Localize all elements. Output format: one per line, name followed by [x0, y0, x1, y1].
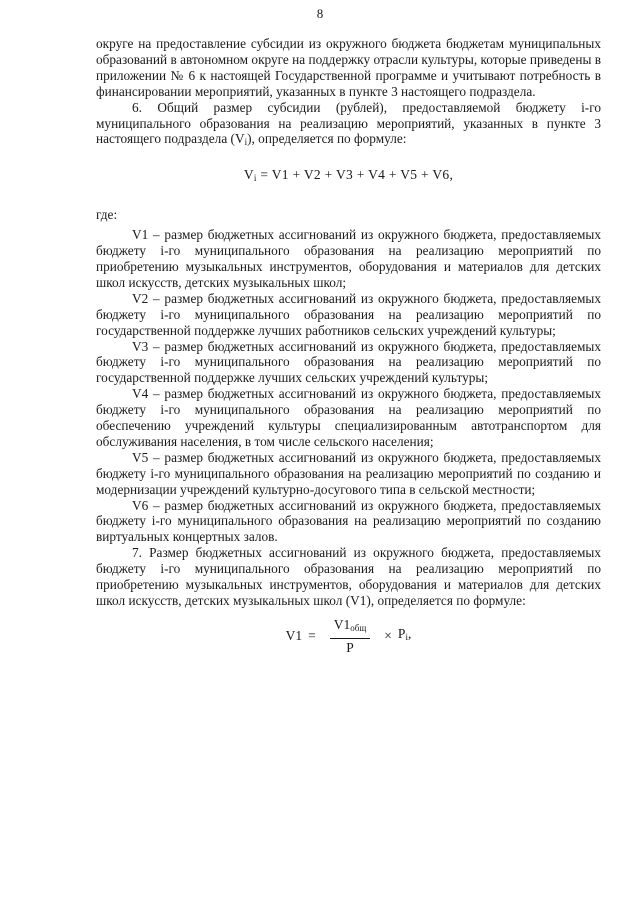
document-body: [96, 36, 601, 656]
formula-rhs: = V1 + V2 + V3 + V4 + V5 + V6,: [256, 167, 454, 183]
formula-total-subsidy: [96, 167, 601, 187]
rhs-tail: ,: [407, 626, 412, 642]
numerator-main: V1: [333, 616, 351, 632]
paragraph-6-text: 6. Общий размер субсидии (рублей), предоставляемой бюджету i-го муниципального образования на реализацию мероприятий, указанных в пункте 3 настоящего подраздела (V: [96, 99, 601, 147]
rhs-main: P: [397, 626, 406, 642]
definition-v3: V3 – размер бюджетных ассигнований из окружного бюджета, предоставляемых бюджету i-го муниципального образования на реализацию мероприятий по государственной поддержке лучших сельских учреждений культуры;: [96, 338, 601, 386]
formula-v1-lhs: V1: [285, 628, 303, 644]
where-label: где:: [96, 207, 118, 223]
paragraph-continuation: округе на предоставление субсидии из окружного бюджета бюджетам муниципальных образований в автономном округе на поддержку отрасли культуры, которые приведены в приложении № 6 к настоящей Государственной программе и учитывают потребность в финансировании мероприятий, указанных в пункте 3 настоящего подраздела.: [96, 36, 601, 99]
definition-v1: V1 – размер бюджетных ассигнований из окружного бюджета, предоставляемых бюджету i-го муниципального образования на реализацию мероприятий по приобретению музыкальных инструментов, оборудования и материалов для детских школ искусств, детских музыкальных школ;: [96, 227, 601, 290]
formula-lhs: V: [243, 167, 254, 183]
formula-lhs-subscript: i: [253, 173, 257, 184]
definition-v2: V2 – размер бюджетных ассигнований из окружного бюджета, предоставляемых бюджету i-го муниципального образования на реализацию мероприятий по государственной поддержке лучших работников сельских учреждений культуры;: [96, 290, 601, 338]
numerator-subscript: общ: [350, 622, 367, 633]
rhs-subscript: i: [405, 632, 408, 643]
page-number: 8: [316, 6, 324, 21]
paragraph-6-subscript: i: [244, 137, 248, 148]
paragraph-6-tail: ), определяется по формуле:: [247, 131, 407, 147]
fraction-numerator: [330, 617, 371, 639]
formula-v1-equals: =: [308, 628, 316, 644]
paragraph-6: [96, 100, 601, 152]
formula-v1: [96, 617, 601, 656]
definition-v5: V5 – размер бюджетных ассигнований из окружного бюджета, предоставляемых бюджету i-го муниципального образования на реализацию мероприятий по созданию и модернизации учреждений культурно-досугового типа в сельской местности;: [96, 449, 601, 497]
definition-v6: V6 – размер бюджетных ассигнований из окружного бюджета, предоставляемых бюджету i-го муниципального образования на реализацию мероприятий по созданию виртуальных концертных залов.: [96, 497, 601, 545]
definition-v4: V4 – размер бюджетных ассигнований из окружного бюджета, предоставляемых бюджету i-го муниципального образования на реализацию мероприятий по обеспечению учреждений культуры специализированным автотранспортом для обслуживания населения, в том числе сельского населения;: [96, 386, 601, 449]
paragraph-7: 7. Размер бюджетных ассигнований из окружного бюджета, предоставляемых бюджету i-го муниципального образования на реализацию мероприятий по приобретению музыкальных инструментов, оборудования и материалов для детских школ искусств, детских музыкальных школ (V1), определяется по формуле:: [96, 545, 601, 608]
fraction-denominator: P: [346, 639, 354, 655]
formula-v1-rhs: [398, 626, 411, 646]
formula-v1-fraction: [330, 617, 371, 656]
formula-v1-times: ×: [384, 628, 392, 644]
